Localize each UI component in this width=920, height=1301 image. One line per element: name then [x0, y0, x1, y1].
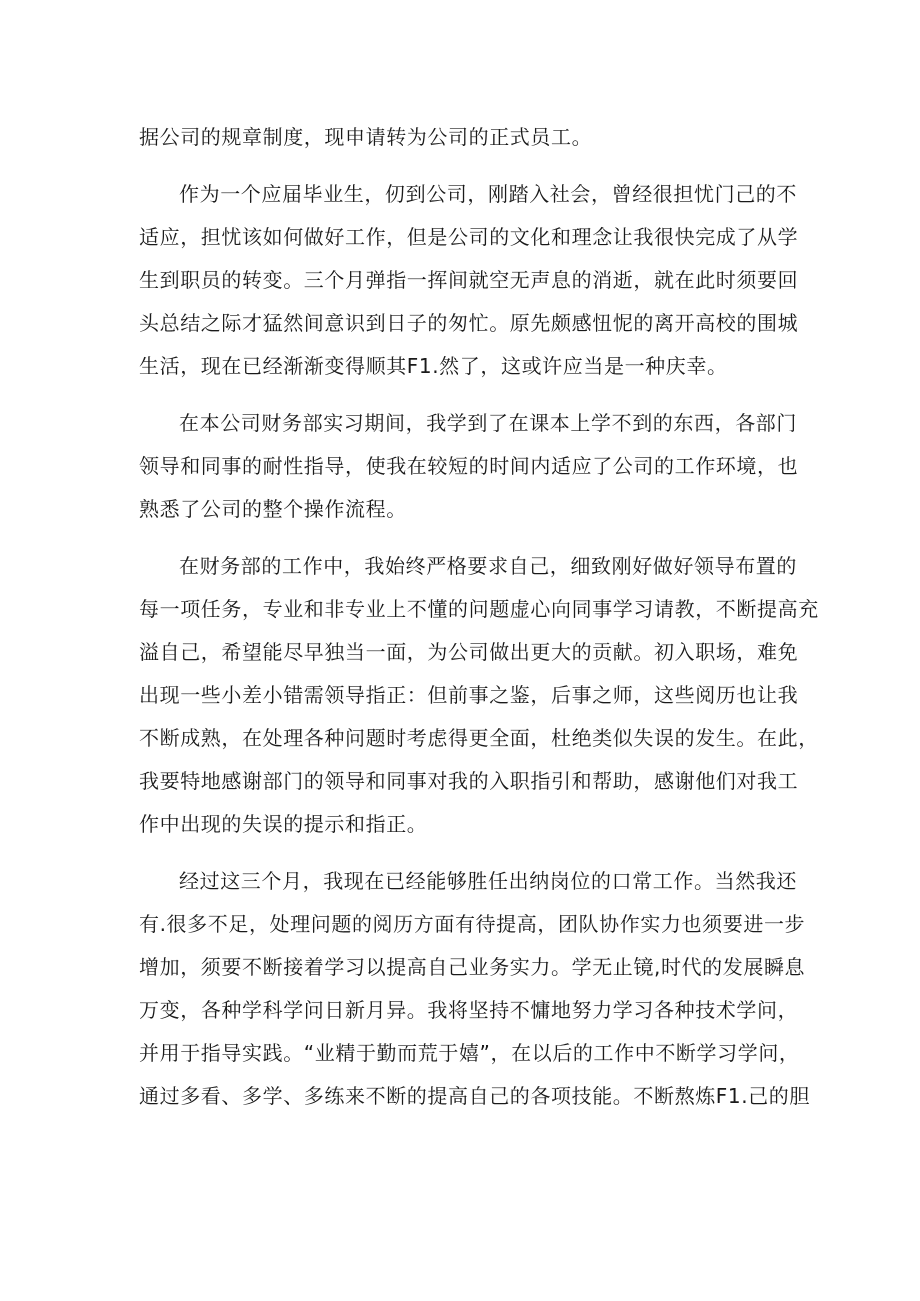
- text-line: 出现一些小差小错需领导指正：但前事之鉴，后事之师，这些阅历也让我: [139, 683, 799, 707]
- text-line: 据公司的规章制度，现申请转为公司的正式员工。: [139, 125, 593, 149]
- text-line: 经过这三个月，我现在已经能够胜任出纳岗位的口常工作。当然我还: [179, 869, 797, 893]
- text-line: 生活，现在已经渐渐变得顺其F1.然了，这或许应当是一种庆幸。: [139, 354, 728, 378]
- text-line: 溢自己，希望能尽早独当一面，为公司做出更大的贡献。初入职场，难免: [139, 640, 799, 664]
- text-line: 作中出现的失误的提示和指正。: [139, 812, 428, 836]
- text-line: 生到职员的转变。三个月弹指一挥间就空无声息的消逝，就在此时须要回: [139, 268, 799, 292]
- text-line: 在本公司财务部实习期间，我学到了在课本上学不到的东西，各部门: [179, 411, 797, 435]
- text-line: 增加，须要不断接着学习以提高自己业务实力。学无止镜,时代的发展瞬息: [139, 955, 806, 979]
- text-line: 我要特地感谢部门的领导和同事对我的入职指引和帮助，感谢他们对我工: [139, 769, 799, 793]
- text-line: 作为一个应届毕业生，仞到公司，刚踏入社会，曾经很担忧门己的不: [179, 182, 797, 206]
- text-line: 有.很多不足，处理问题的阅历方面有待提高，团队协作实力也须要进一步: [139, 912, 806, 936]
- text-line: 领导和同事的耐性指导，使我在较短的时间内适应了公司的工作环境，也: [139, 454, 799, 478]
- text-line: 适应，担忧该如何做好工作，但是公司的文化和理念让我很快完成了从学: [139, 225, 799, 249]
- text-line: 通过多看、多学、多练来不断的提高自己的各项技能。不断熬炼F1.己的胆: [139, 1084, 810, 1108]
- text-line: 在财务部的工作中，我始终严格要求自己，细致刚好做好领导布置的: [179, 554, 797, 578]
- text-line: 万变，各种学科学问日新月异。我将坚持不慵地努力学习各种技术学问，: [139, 998, 799, 1022]
- text-line: 每一项任务，专业和非专业上不懂的问题虚心向同事学习请教，不断提高充: [139, 597, 819, 621]
- text-line: 熟悉了公司的整个操作流程。: [139, 497, 407, 521]
- text-line: 头总结之际才猛然间意识到日子的匆忙。原先颇感忸怩的离开高校的围城: [139, 311, 799, 335]
- text-line: 并用于指导实践。“业精于勤而荒于嬉”，在以后的工作中不断学习学问，: [139, 1041, 800, 1065]
- text-line: 不断成熟，在处理各种问题时考虑得更全面，杜绝类似失误的发生。在此，: [139, 726, 819, 750]
